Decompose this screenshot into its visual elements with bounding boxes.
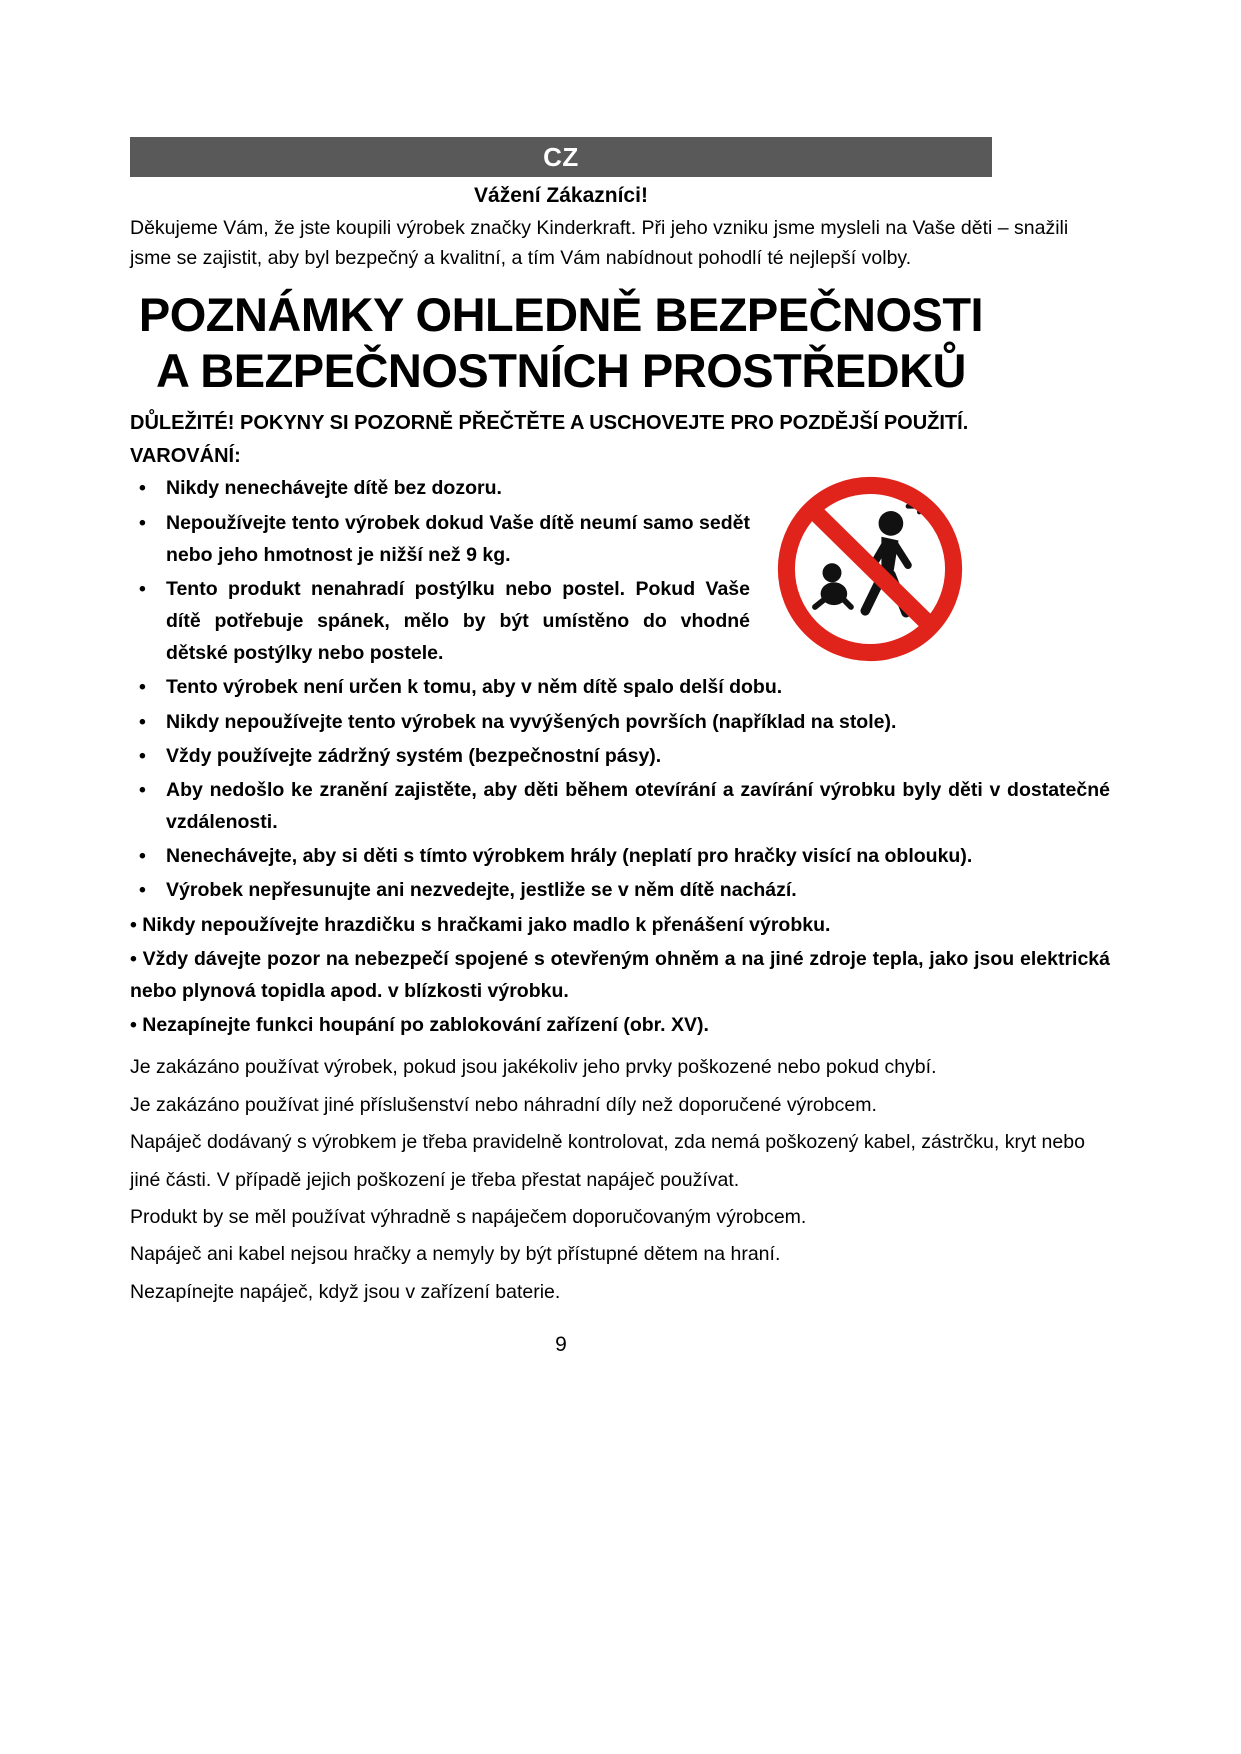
greeting: Vážení Zákazníci! <box>474 184 648 207</box>
warning-item: • Nezapínejte funkci houpání po zablokování zařízení (obr. XV). <box>130 1009 1110 1041</box>
warning-item: • Výrobek nepřesunujte ani nezvedejte, jestliže se v něm dítě nachází. <box>130 874 1110 906</box>
warning-item: • Nenechávejte, aby si děti s tímto výrobkem hrály (neplatí pro hračky visící na oblouku). <box>130 840 1110 872</box>
body-paragraph: Napáječ dodávaný s výrobkem je třeba pravidelně kontrolovat, zda nemá poškozený kabel, zástrčku, kryt nebo jiné části. V případě jejich poškození je třeba přestat napáječ používat. <box>130 1131 1085 1191</box>
intro-paragraph: Děkujeme Vám, že jste koupili výrobek značky Kinderkraft. Při jeho vzniku jsme mysleli na Vaše děti – snažili jsme se zajistit, aby byl bezpečný a kvalitní, a tím Vám nabídnout pohodlí té nejlepší volby. <box>130 217 1069 270</box>
warning-item: • Aby nedošlo ke zranění zajistěte, aby děti během otevírání a zavírání výrobku byly děti v dostatečné vzdálenosti. <box>130 774 1110 838</box>
page-title-line1: POZNÁMKY OHLEDNĚ BEZPEČNOSTI <box>138 288 984 342</box>
body-paragraph: Je zakázáno používat jiné příslušenství nebo náhradní díly než doporučené výrobcem. <box>130 1093 877 1116</box>
body-text-section <box>130 1049 1110 1311</box>
language-label: CZ <box>543 141 579 172</box>
body-paragraph: Je zakázáno používat výrobek, pokud jsou jakékoliv jeho prvky poškozené nebo pokud chybí. <box>130 1056 937 1079</box>
body-paragraph: Napáječ ani kabel nejsou hračky a nemyly by být přístupné dětem na hraní. <box>130 1243 781 1266</box>
warning-heading: VAROVÁNÍ: <box>130 445 241 468</box>
warning-item: • Nepoužívejte tento výrobek dokud Vaše dítě neumí samo sedět nebo jeho hmotnost je nižší než 9 kg. <box>130 507 1110 571</box>
body-paragraph: Nezapínejte napáječ, když jsou v zařízení baterie. <box>130 1280 561 1303</box>
warning-item: • Vždy používejte zádržný systém (bezpečnostní pásy). <box>130 740 1110 772</box>
warning-item: • Tento produkt nenahradí postýlku nebo postel. Pokud Vaše dítě potřebuje spánek, mělo by být umístěno do vhodné dětské postýlky nebo postele. <box>130 573 1110 670</box>
warning-item: • Vždy dávejte pozor na nebezpečí spojené s otevřeným ohněm a na jiné zdroje tepla, jako jsou elektrická nebo plynová topidla apod. v blízkosti výrobku. <box>130 943 1110 1007</box>
warning-section <box>130 472 1110 1041</box>
warning-item: • Nikdy nenechávejte dítě bez dozoru. <box>130 472 1110 504</box>
page-number: 9 <box>555 1333 567 1357</box>
warning-item: • Nikdy nepoužívejte hrazdičku s hračkami jako madlo k přenášení výrobku. <box>130 909 1110 941</box>
warning-list <box>130 472 1110 1041</box>
warning-item: • Tento výrobek není určen k tomu, aby v něm dítě spalo delší dobu. <box>130 671 1110 703</box>
page-title-line2: A BEZPEČNOSTNÍCH PROSTŘEDKŮ <box>156 343 966 397</box>
language-header-bar <box>130 137 992 177</box>
body-paragraph: Produkt by se měl používat výhradně s napáječem doporučovaným výrobcem. <box>130 1206 807 1229</box>
page-title <box>130 287 992 398</box>
important-note: DŮLEŽITÉ! POKYNY SI POZORNĚ PŘEČTĚTE A USCHOVEJTE PRO POZDĚJŠÍ POUŽITÍ. <box>130 412 969 435</box>
warning-item: • Nikdy nepoužívejte tento výrobek na vyvýšených površích (například na stole). <box>130 706 1110 738</box>
